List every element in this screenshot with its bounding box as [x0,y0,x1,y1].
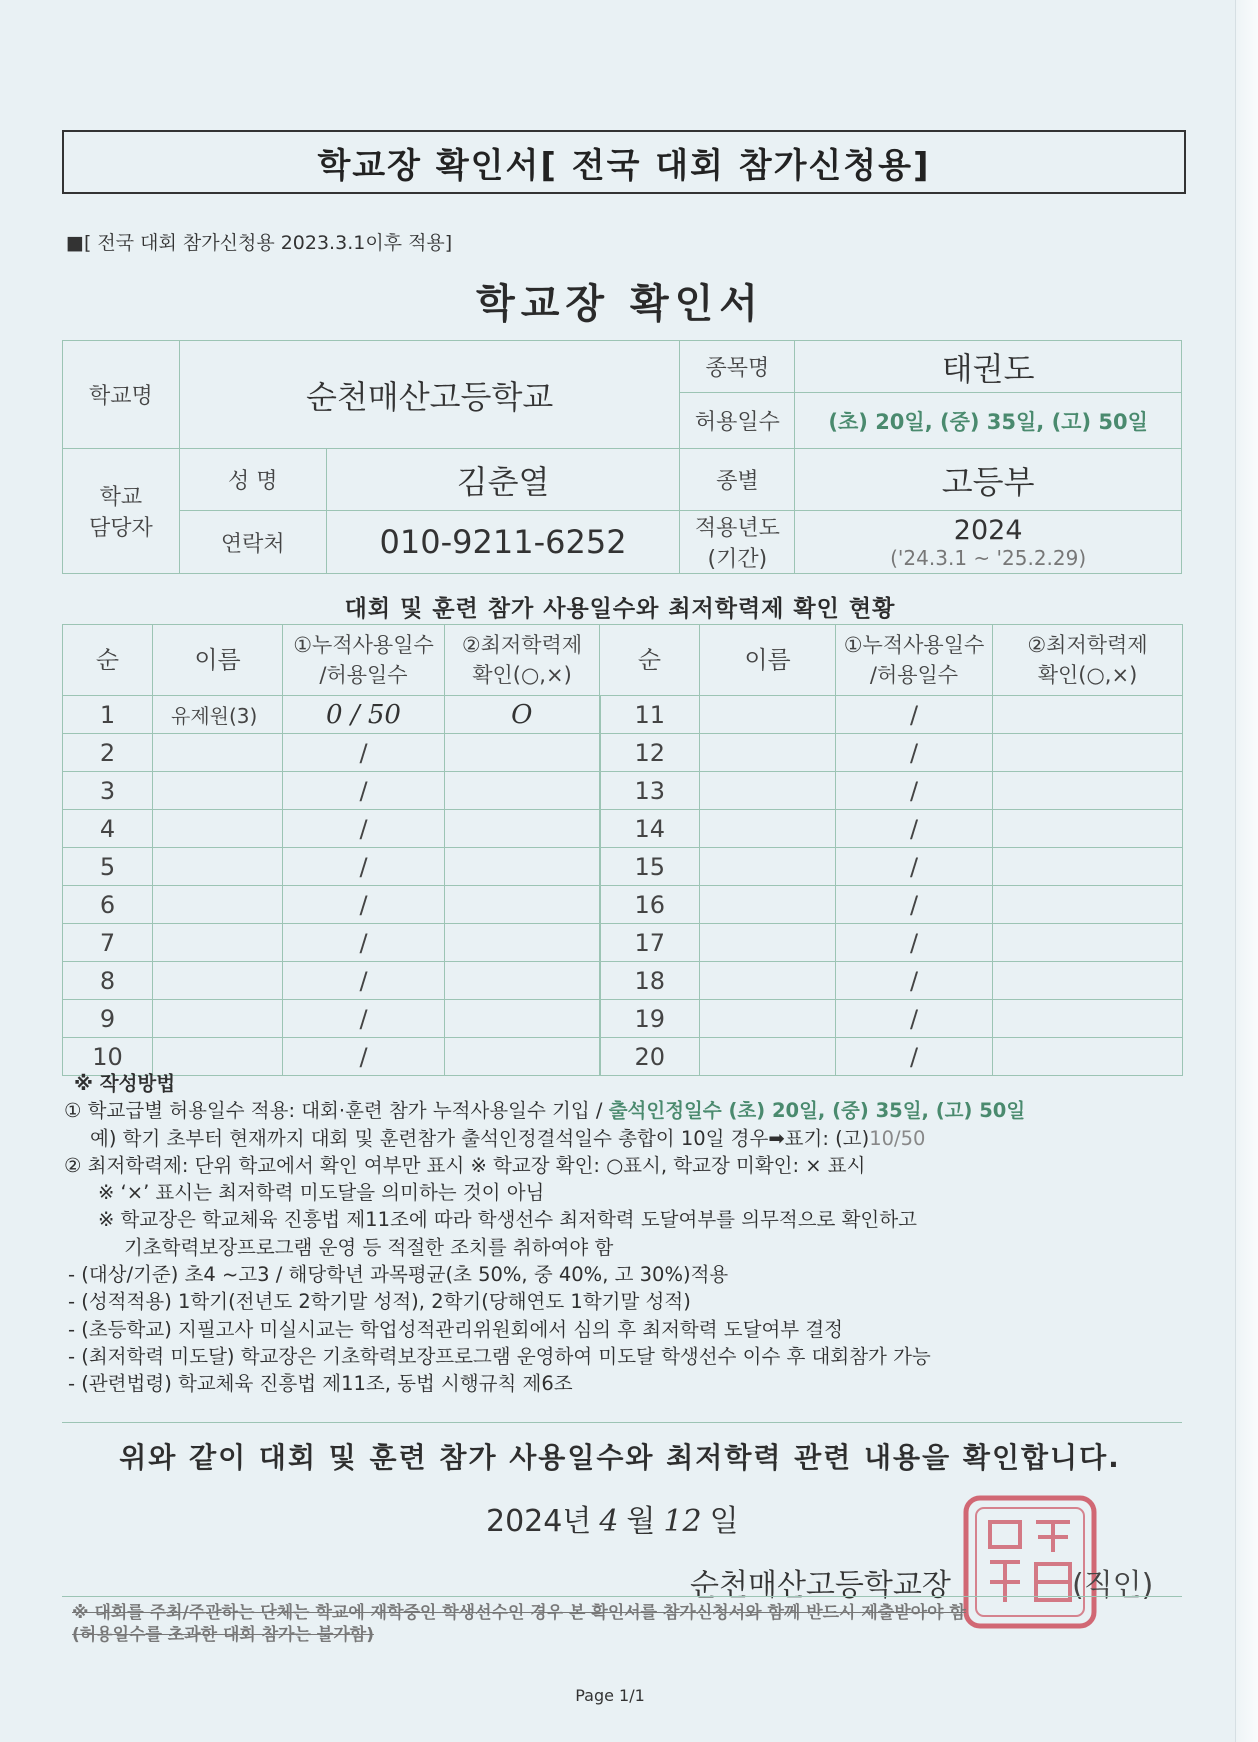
row-no: 20 [600,1038,700,1076]
document-title: 학교장 확인서[ 전국 대회 참가신청용] [62,130,1186,194]
confirmation-date [486,1496,739,1540]
row-name [153,886,283,924]
row-name [700,696,836,734]
header-min-right [993,625,1183,696]
table-row [63,886,1183,924]
note-8: - (초등학교) 지필고사 미실시교는 학업성적관리위원회에서 심의 후 최저학력 도달여부 결정 [68,1317,844,1341]
row-name [153,924,283,962]
row-days: / [283,810,445,848]
year-label [680,511,795,574]
year-label-line1: 적용년도 [694,516,780,541]
row-check [993,734,1183,772]
date-month-unit: 월 [626,1504,656,1539]
row-name [700,886,836,924]
manager-label-line1: 학교 [99,485,143,510]
header-days-left-line1: ①누적사용일수 [293,633,434,657]
row-check [445,886,600,924]
confirmation-statement: 위와 같이 대회 및 훈련 참가 사용일수와 최저학력 관련 내용을 확인합니다. [119,1441,1121,1474]
row-name [153,734,283,772]
attendance-header-row [63,625,1183,696]
row-no: 12 [600,734,700,772]
row-check [445,1000,600,1038]
row-name [153,962,283,1000]
contact-value: 010-9211-6252 [326,511,680,574]
header-days-left [283,625,445,696]
note-1 [64,1097,1194,1124]
row-name [700,772,836,810]
row-name [153,810,283,848]
note-6: - (대상/기준) 초4 ~고3 / 해당학년 과목평균(초 50%, 중 40%, 고 30%)적용 [68,1263,729,1287]
table-row [63,810,1183,848]
header-days-right [836,625,993,696]
row-days: / [836,810,993,848]
paper-edge [1235,0,1258,1742]
row-check [993,772,1183,810]
note-1-example-value: 10/50 [869,1126,926,1150]
year-label-line2: (기간) [707,547,768,572]
form-version-note: ■[ 전국 대회 참가신청용 2023.3.1이후 적용] [66,232,453,254]
footnote [72,1602,1182,1646]
principal-name: 순천매산고등학교장 [690,1568,951,1603]
row-no: 10 [63,1038,153,1076]
page-number: Page 1/1 [575,1686,645,1705]
row-no: 7 [63,924,153,962]
row-days: / [283,1000,445,1038]
note-10: - (관련법령) 학교체육 진흥법 제11조, 동법 시행규칙 제6조 [68,1372,573,1396]
info-table [62,340,1182,574]
table-row [63,696,1183,734]
header-min-left-line1: ②최저학력제 [461,633,583,657]
row-no: 8 [63,962,153,1000]
row-days: / [836,962,993,1000]
row-check [445,848,600,886]
row-name [153,848,283,886]
contact-label: 연락처 [179,511,326,574]
row-days: / [836,1000,993,1038]
name-value: 김춘열 [326,449,680,511]
row-days: / [283,924,445,962]
row-check [993,810,1183,848]
table-row [63,772,1183,810]
row-no: 19 [600,1000,700,1038]
row-name [700,848,836,886]
row-no: 5 [63,848,153,886]
row-no: 15 [600,848,700,886]
row-no: 18 [600,962,700,1000]
footnote-divider [62,1596,1182,1597]
row-days: / [283,962,445,1000]
row-check [993,696,1183,734]
date-day: 12 [663,1504,702,1539]
row-check [993,962,1183,1000]
manager-label-line2: 담당자 [89,516,153,541]
row-check [445,924,600,962]
row-days: / [836,734,993,772]
attendance-table [62,624,1183,1076]
row-check [445,810,600,848]
row-days: / [836,1038,993,1076]
year-value: 2024 [953,514,1023,546]
division-value: 고등부 [795,449,1182,511]
row-check [993,924,1183,962]
row-check [993,886,1183,924]
row-check [445,734,600,772]
confirm-divider [62,1422,1182,1423]
row-days: / [836,848,993,886]
notes-heading: ※ 작성방법 [74,1072,176,1095]
header-min-right-line2: 확인(○,×) [1037,663,1138,687]
header-days-left-line2: /허용일수 [319,663,408,687]
note-1-example-text: 예) 학기 초부터 현재까지 대회 및 훈련참가 출석인정결석일수 총합이 10일 경우➡표기: (고) [90,1126,870,1150]
manager-label [63,449,180,574]
row-no: 2 [63,734,153,772]
row-days: / [836,886,993,924]
note-1-text: ① 학교급별 허용일수 적용: 대회·훈련 참가 누적사용일수 기입 / [64,1099,609,1123]
table-row [63,848,1183,886]
note-4: ※ 학교장은 학교체육 진흥법 제11조에 따라 학생선수 최저학력 도달여부를 의무적으로 확인하고 [98,1208,917,1232]
header-no-left: 순 [63,625,153,696]
row-no: 4 [63,810,153,848]
row-no: 11 [600,696,700,734]
row-days: / [283,848,445,886]
allowed-days-value: (초) 20일, (중) 35일, (고) 50일 [795,393,1182,449]
table-row [63,962,1183,1000]
row-no: 16 [600,886,700,924]
allowed-days-label: 허용일수 [680,393,795,449]
header-name-right: 이름 [700,625,836,696]
header-no-right: 순 [600,625,700,696]
table-row [63,734,1183,772]
row-name [153,772,283,810]
name-label: 성 명 [179,449,326,511]
section-title: 대회 및 훈련 참가 사용일수와 최저학력제 확인 현황 [344,596,896,622]
row-name [700,1000,836,1038]
row-check: O [445,696,600,734]
note-1-example [64,1125,1194,1152]
row-no: 17 [600,924,700,962]
row-days: / [836,696,993,734]
note-7: - (성적적용) 1학기(전년도 2학기말 성적), 2학기(당해연도 1학기말 성적) [68,1290,691,1314]
main-heading: 학교장 확인서 [476,281,764,327]
row-check [445,772,600,810]
row-days: / [283,734,445,772]
division-label: 종별 [680,449,795,511]
attendance-body [63,696,1183,1076]
school-value: 순천매산고등학교 [179,341,680,449]
row-days: / [283,1038,445,1076]
note-5: 기초학력보장프로그램 운영 등 적절한 조치를 취하여야 함 [124,1235,614,1259]
note-2: ② 최저학력제: 단위 학교에서 확인 여부만 표시 ※ 학교장 확인: ○표시, 학교장 미확인: × 표시 [64,1153,866,1177]
row-name [153,1000,283,1038]
event-value: 태권도 [795,341,1182,393]
footnote-line-2: (허용일수를 초과한 대회 참가는 불가함) [72,1625,374,1645]
note-1-allowed: 출석인정일수 (초) 20일, (중) 35일, (고) 50일 [608,1099,1026,1123]
header-days-right-line2: /허용일수 [869,663,959,687]
row-name [700,734,836,772]
note-3: ※ ‘×’ 표시는 최저학력 미도달을 의미하는 것이 아님 [98,1181,545,1205]
row-days: / [283,886,445,924]
date-year: 2024년 [486,1504,592,1539]
year-value-cell [795,511,1182,574]
row-check [993,848,1183,886]
row-no: 1 [63,696,153,734]
row-no: 13 [600,772,700,810]
row-no: 6 [63,886,153,924]
note-9: - (최저학력 미도달) 학교장은 기초학력보장프로그램 운영하여 미도달 학생선수 이수 후 대회참가 가능 [68,1344,931,1368]
header-days-right-line1: ①누적사용일수 [843,633,985,657]
event-label: 종목명 [680,341,795,393]
row-days: / [836,924,993,962]
row-no: 3 [63,772,153,810]
writing-instructions [64,1070,1194,1398]
row-name [700,924,836,962]
table-row [63,924,1183,962]
header-min-right-line1: ②최저학력제 [1027,633,1148,657]
seal-label: (직인) [1072,1568,1154,1603]
year-period: ('24.3.1 ~ '25.2.29) [890,545,1087,570]
row-check [445,962,600,1000]
header-min-left [445,625,600,696]
table-row [63,1000,1183,1038]
row-days: 0 / 50 [283,696,445,734]
row-no: 14 [600,810,700,848]
header-min-left-line2: 확인(○,×) [472,663,572,687]
row-no: 9 [63,1000,153,1038]
school-label: 학교명 [63,341,180,449]
row-days: / [836,772,993,810]
footnote-line-1: ※ 대회를 주최/주관하는 단체는 학교에 재학중인 학생선수인 경우 본 확인서를 참가신청서와 함께 반드시 제출받아야 함 [72,1603,966,1623]
date-month: 4 [599,1504,619,1539]
date-day-unit: 일 [709,1504,739,1539]
row-days: / [283,772,445,810]
row-name: 유제원(3) [153,696,283,734]
header-name-left: 이름 [153,625,283,696]
row-name [700,810,836,848]
row-name [700,962,836,1000]
row-check [993,1000,1183,1038]
